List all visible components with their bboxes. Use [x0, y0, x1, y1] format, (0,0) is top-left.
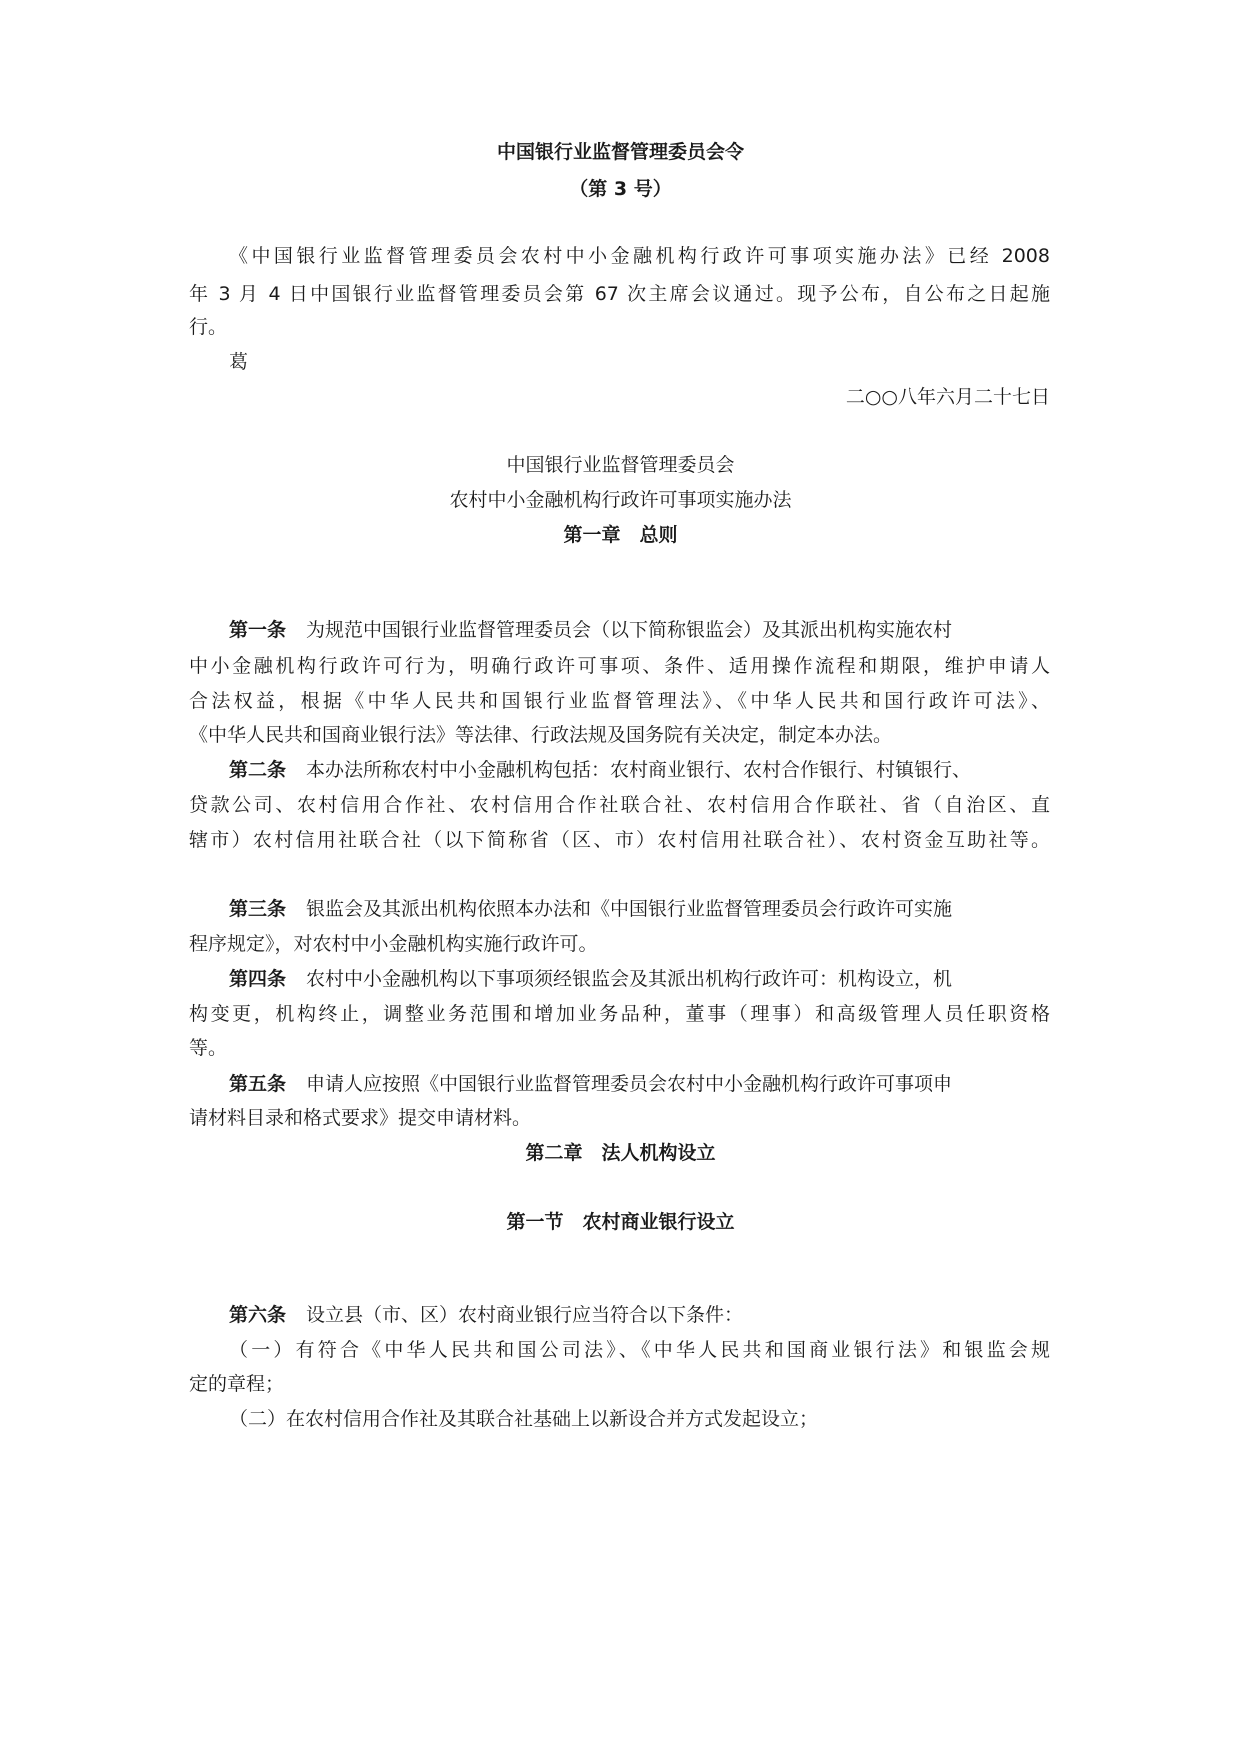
article-2-line-1: 本办法所称农村中小金融机构包括：农村商业银行、农村合作银行、村镇银行、 [306, 759, 972, 781]
preamble-line-3: 行。 [189, 316, 228, 338]
preamble-line-2: 年 3 月 4 日中国银行业监督管理委员会第 67 次主席会议通过。现予公布，自公布之日起施 [189, 283, 1050, 305]
article-5-line-1: 申请人应按照《中国银行业监督管理委员会农村中小金融机构行政许可事项申 [306, 1073, 953, 1095]
article-4-first-line [229, 966, 952, 992]
article-1-line-3: 合法权益，根据《中华人民共和国银行业监督管理法》、《中华人民共和国行政许可法》、 [189, 690, 1050, 712]
doc-title-line-2: 农村中小金融机构行政许可事项实施办法 [449, 489, 792, 511]
article-4-line-3: 等。 [189, 1037, 228, 1059]
article-5-line-2: 请材料目录和格式要求》提交申请材料。 [189, 1107, 532, 1129]
article-1-line-2: 中小金融机构行政许可行为，明确行政许可事项、条件、适用操作流程和期限，维护申请人 [189, 655, 1050, 677]
chapter-2-heading: 第二章 法人机构设立 [525, 1142, 716, 1164]
chapter-1-heading: 第一章 总则 [563, 524, 678, 546]
article-2-line-2: 贷款公司、农村信用合作社、农村信用合作社联合社、农村信用合作联社、省（自治区、直 [189, 794, 1050, 816]
article-1-first-line [229, 617, 952, 643]
article-6-first-line [229, 1302, 743, 1328]
article-2-first-line [229, 757, 971, 783]
preamble-line-1: 《中国银行业监督管理委员会农村中小金融机构行政许可事项实施办法》已经 2008 [229, 245, 1050, 267]
order-number: （第 3 号） [569, 178, 672, 200]
issue-date: 二○○八年六月二十七日 [845, 386, 1050, 408]
article-6-item-1-line-1: （一）有符合《中华人民共和国公司法》、《中华人民共和国商业银行法》和银监会规 [229, 1339, 1050, 1361]
article-3-label: 第三条 [229, 898, 287, 920]
article-1-line-1: 为规范中国银行业监督管理委员会（以下简称银监会）及其派出机构实施农村 [306, 619, 953, 641]
article-2-line-3: 辖市）农村信用社联合社（以下简称省（区、市）农村信用社联合社）、农村资金互助社等。 [189, 829, 1050, 851]
article-1-line-4: 《中华人民共和国商业银行法》等法律、行政法规及国务院有关决定，制定本办法。 [189, 724, 893, 746]
signer-name: 葛 [229, 351, 249, 373]
article-6-label: 第六条 [229, 1304, 287, 1326]
order-title: 中国银行业监督管理委员会令 [496, 141, 744, 163]
doc-title-line-1: 中国银行业监督管理委员会 [506, 454, 735, 476]
article-6-item-1-line-2: 定的章程； [189, 1373, 285, 1395]
article-3-line-1: 银监会及其派出机构依照本办法和《中国银行业监督管理委员会行政许可实施 [306, 898, 953, 920]
article-1-label: 第一条 [229, 619, 287, 641]
section-1-heading: 第一节 农村商业银行设立 [506, 1211, 735, 1233]
article-3-first-line [229, 896, 952, 922]
article-5-first-line [229, 1071, 952, 1097]
article-5-label: 第五条 [229, 1073, 287, 1095]
article-4-line-1: 农村中小金融机构以下事项须经银监会及其派出机构行政许可：机构设立，机 [306, 968, 953, 990]
article-3-line-2: 程序规定》，对农村中小金融机构实施行政许可。 [189, 933, 598, 955]
article-4-line-2: 构变更，机构终止，调整业务范围和增加业务品种，董事（理事）和高级管理人员任职资格 [189, 1003, 1050, 1025]
article-6-line-1: 设立县（市、区）农村商业银行应当符合以下条件： [306, 1304, 744, 1326]
article-2-label: 第二条 [229, 759, 287, 781]
article-6-item-2-line-1: （二）在农村信用合作社及其联合社基础上以新设合并方式发起设立； [229, 1408, 819, 1430]
article-4-label: 第四条 [229, 968, 287, 990]
